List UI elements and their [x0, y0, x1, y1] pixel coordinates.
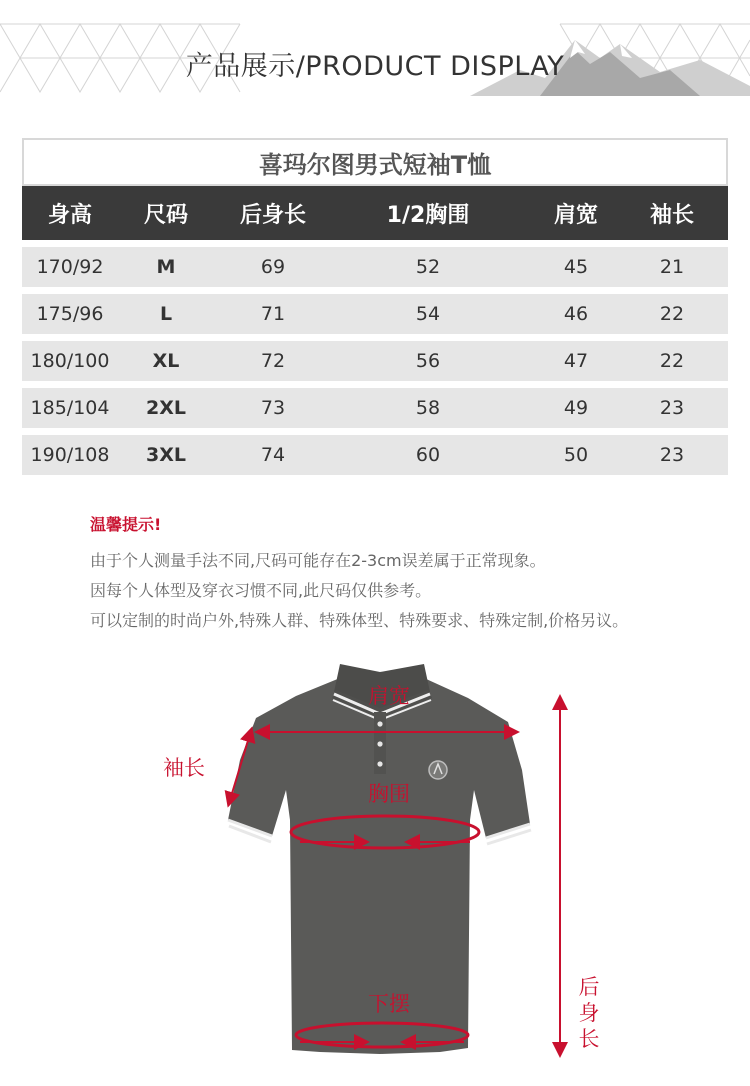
table-row	[22, 294, 728, 334]
table-cell: 72	[260, 350, 286, 372]
tips-title: 温馨提示!	[90, 515, 162, 534]
table-cell: 22	[659, 350, 685, 372]
table-title: 喜玛尔图男式短袖T恤	[22, 138, 728, 186]
column-header: 1/2胸围	[386, 202, 470, 228]
table-cell: 50	[563, 444, 589, 466]
table-cell: 56	[415, 350, 441, 372]
back-length-label: 后身长	[578, 975, 600, 1051]
sleeve-length-label: 袖长	[163, 756, 205, 780]
measurement-diagram	[0, 650, 750, 1082]
table-cell: 58	[415, 397, 441, 419]
column-header: 尺码	[143, 202, 188, 228]
table-cell: 47	[563, 350, 589, 372]
table-cell: 3XL	[146, 444, 186, 466]
shoulder-width-label: 肩宽	[368, 684, 410, 708]
table-cell: 60	[415, 444, 441, 466]
table-cell: M	[156, 256, 176, 278]
table-cell: 71	[260, 303, 286, 325]
table-row	[22, 341, 728, 381]
table-cell: XL	[152, 350, 180, 372]
tips-section	[90, 512, 740, 636]
column-header: 后身长	[239, 202, 306, 228]
table-cell: 69	[260, 256, 286, 278]
chest-label: 胸围	[368, 782, 410, 806]
page-header	[0, 0, 750, 100]
table-row	[22, 435, 728, 475]
table-cell: 2XL	[146, 397, 186, 419]
table-cell: 52	[415, 256, 441, 278]
table-cell: 49	[563, 397, 589, 419]
table-row	[22, 247, 728, 287]
table-cell: 22	[659, 303, 685, 325]
table-header-row	[22, 186, 728, 240]
tip-line: 因每个人体型及穿衣习惯不同,此尺码仅供参考。	[90, 581, 432, 600]
column-header: 身高	[47, 202, 92, 228]
column-header: 袖长	[649, 202, 694, 228]
table-cell: 190/108	[30, 444, 110, 466]
table-cell: 46	[563, 303, 589, 325]
table-cell: 21	[659, 256, 685, 278]
table-cell: 170/92	[36, 256, 104, 278]
tip-line: 由于个人测量手法不同,尺码可能存在2-3cm误差属于正常现象。	[90, 551, 546, 570]
page-title: 产品展示/PRODUCT DISPLAY	[185, 51, 565, 82]
size-table	[22, 138, 728, 475]
tip-line: 可以定制的时尚户外,特殊人群、特殊体型、特殊要求、特殊定制,价格另议。	[90, 611, 629, 630]
column-header: 肩宽	[553, 202, 598, 228]
table-cell: 54	[415, 303, 441, 325]
table-cell: 175/96	[36, 303, 104, 325]
table-cell: 23	[659, 444, 685, 466]
table-cell: 23	[659, 397, 685, 419]
table-cell: 185/104	[30, 397, 110, 419]
table-cell: L	[159, 303, 173, 325]
table-row	[22, 388, 728, 428]
table-cell: 74	[260, 444, 286, 466]
table-cell: 45	[563, 256, 589, 278]
table-cell: 180/100	[30, 350, 110, 372]
table-cell: 73	[260, 397, 286, 419]
hem-label: 下摆	[368, 992, 410, 1016]
